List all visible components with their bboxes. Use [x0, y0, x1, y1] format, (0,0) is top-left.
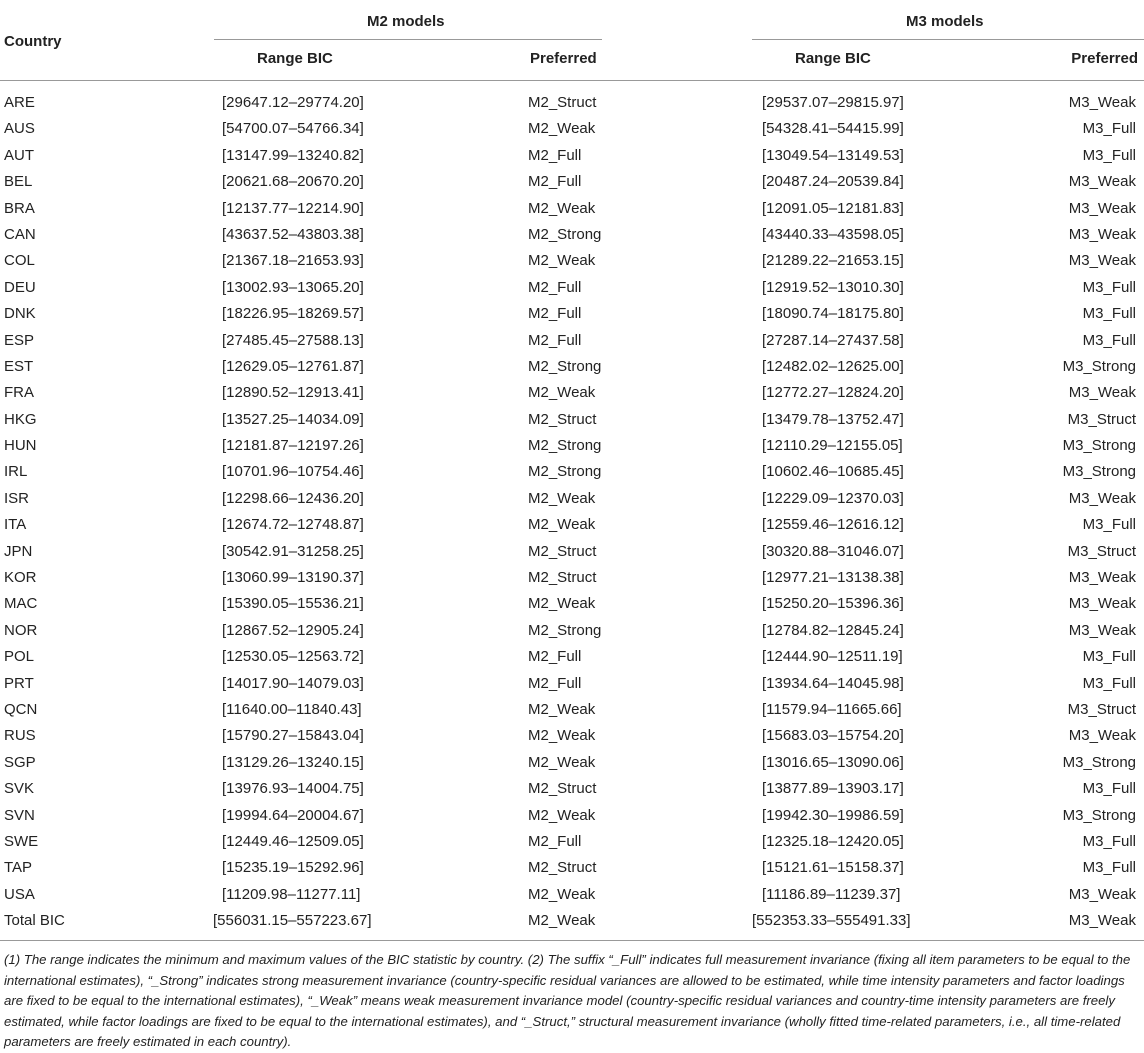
- table-row: [0, 750, 1144, 776]
- m3-range-cell: [27287.14–27437.58]: [762, 331, 904, 349]
- m3-preferred-cell: M3_Strong: [1062, 753, 1136, 771]
- m2-preferred-cell: M2_Weak: [528, 912, 596, 930]
- m2-range-cell: [21367.18–21653.93]: [222, 252, 364, 270]
- country-cell: KOR: [4, 569, 37, 587]
- country-cell: ARE: [4, 94, 35, 111]
- m3-preferred-cell: M3_Struct: [1067, 410, 1136, 428]
- m2-range-cell: [15390.05–15536.21]: [222, 595, 364, 613]
- m3-preferred-cell: M3_Struct: [1067, 542, 1136, 560]
- m3-range-cell: [13049.54–13149.53]: [762, 146, 904, 164]
- table-row: [0, 169, 1144, 195]
- m3-preferred-cell: M3_Full: [1082, 832, 1136, 850]
- m3-preferred-cell: M3_Weak: [1068, 252, 1136, 270]
- m3-range-cell: [12444.90–12511.19]: [762, 648, 903, 666]
- m2-preferred-cell: M2_Weak: [528, 753, 596, 771]
- m3-range-cell: [12325.18–12420.05]: [762, 832, 904, 850]
- m2-range-cell: [13976.93–14004.75]: [222, 780, 364, 798]
- table-row: [0, 723, 1144, 749]
- m3-preferred-cell: M3_Full: [1082, 278, 1136, 296]
- country-cell: JPN: [4, 542, 33, 560]
- table-row: [0, 591, 1144, 617]
- header-bottom-rule: [0, 80, 1144, 81]
- m3-range-cell: [15121.61–15158.37]: [762, 859, 904, 877]
- table-header: [0, 0, 1144, 82]
- m2-preferred-cell: M2_Struct: [528, 780, 597, 798]
- m3-preferred-cell: M3_Weak: [1068, 912, 1136, 930]
- m2-range-cell: [15790.27–15843.04]: [222, 727, 364, 745]
- m2-range-cell: [13527.25–14034.09]: [222, 410, 364, 428]
- m2-preferred-cell: M2_Weak: [528, 489, 596, 507]
- m3-preferred-cell: M3_Full: [1082, 331, 1136, 349]
- m3-preferred-cell: M3_Strong: [1062, 806, 1136, 824]
- m3-range-cell: [12091.05–12181.83]: [762, 199, 904, 217]
- country-cell: QCN: [4, 700, 38, 718]
- m3-preferred-cell: M3_Weak: [1068, 94, 1136, 111]
- m2-preferred-cell: M2_Full: [528, 648, 582, 666]
- m3-range-cell: [12110.29–12155.05]: [762, 437, 903, 455]
- m2-preferred-cell: M2_Weak: [528, 120, 596, 138]
- m2-group-rule: [214, 39, 602, 40]
- table-row: [0, 618, 1144, 644]
- m3-preferred-header: Preferred: [1071, 50, 1138, 67]
- table-row: [0, 855, 1144, 881]
- m2-range-cell: [11209.98–11277.11]: [222, 885, 361, 903]
- m3-range-cell: [43440.33–43598.05]: [762, 225, 904, 243]
- country-cell: NOR: [4, 621, 38, 639]
- table-row: [0, 486, 1144, 512]
- country-cell: ISR: [4, 489, 30, 507]
- table-row: [0, 196, 1144, 222]
- m2-range-cell: [13060.99–13190.37]: [222, 569, 364, 587]
- m3-range-cell: [29537.07–29815.97]: [762, 94, 904, 111]
- m3-preferred-cell: M3_Weak: [1068, 569, 1136, 587]
- m3-preferred-cell: M3_Strong: [1062, 357, 1136, 375]
- m3-preferred-cell: M3_Strong: [1062, 437, 1136, 455]
- m3-range-cell: [12772.27–12824.20]: [762, 384, 904, 402]
- m3-range-cell: [12919.52–13010.30]: [762, 278, 904, 296]
- country-cell: SGP: [4, 753, 36, 771]
- table-row: [0, 407, 1144, 433]
- m2-range-cell: [556031.15–557223.67]: [213, 912, 372, 930]
- country-cell: DEU: [4, 278, 36, 296]
- m2-preferred-cell: M2_Struct: [528, 94, 597, 111]
- m2-preferred-cell: M2_Strong: [528, 621, 602, 639]
- country-cell: COL: [4, 252, 35, 270]
- m2-range-cell: [30542.91–31258.25]: [222, 542, 364, 560]
- country-cell: RUS: [4, 727, 36, 745]
- table-row: [0, 539, 1144, 565]
- table-row: [0, 328, 1144, 354]
- m2-range-cell: [19994.64–20004.67]: [222, 806, 364, 824]
- m2-range-cell: [12629.05–12761.87]: [222, 357, 364, 375]
- country-cell: SWE: [4, 832, 39, 850]
- m3-range-cell: [12482.02–12625.00]: [762, 357, 904, 375]
- m2-range-cell: [27485.45–27588.13]: [222, 331, 364, 349]
- m3-range-cell: [13016.65–13090.06]: [762, 753, 904, 771]
- m3-preferred-cell: M3_Full: [1082, 674, 1136, 692]
- m3-range-cell: [15683.03–15754.20]: [762, 727, 904, 745]
- table-row: [0, 354, 1144, 380]
- m2-preferred-cell: M2_Weak: [528, 700, 596, 718]
- country-cell: HKG: [4, 410, 37, 428]
- m3-preferred-cell: M3_Weak: [1068, 885, 1136, 903]
- table-footnote: (1) The range indicates the minimum and maximum values of the BIC statistic by country. (2) The suffix “_Full” indicates full measurement invariance (fixing all item parameters to be equal to the international estimates), “_Strong” indicates strong measurement invariance (country-specific residual variances are allowed to be estimated, while time intensity parameters and factor loadings are fixed to be equal to the international estimates), “_Weak” means weak measurement invariance model (country-specific residual variances and country-time intensity parameters are freely estimated, while factor loadings are fixed to be equal to the international estimates), and “_Struct,” structural measurement invariance (wholly fitted time-related parameters, i.e., all time-related parameters are freely estimated in each country).: [4, 952, 1131, 1049]
- m3-range-cell: [12229.09–12370.03]: [762, 489, 904, 507]
- m2-preferred-cell: M2_Full: [528, 331, 582, 349]
- table-row: [0, 275, 1144, 301]
- m2-range-cell: [54700.07–54766.34]: [222, 120, 364, 138]
- m2-range-cell: [13147.99–13240.82]: [222, 146, 364, 164]
- country-cell: ESP: [4, 331, 35, 349]
- m2-preferred-cell: M2_Strong: [528, 225, 602, 243]
- m2-range-cell: [12181.87–12197.26]: [222, 437, 364, 455]
- m2-preferred-cell: M2_Full: [528, 674, 582, 692]
- country-cell: POL: [4, 648, 35, 666]
- m2-preferred-cell: M2_Weak: [528, 885, 596, 903]
- country-cell: EST: [4, 357, 34, 375]
- m2-preferred-cell: M2_Weak: [528, 727, 596, 745]
- m2-range-cell: [12890.52–12913.41]: [222, 384, 364, 402]
- m2-preferred-cell: M2_Full: [528, 832, 582, 850]
- m3-range-cell: [13877.89–13903.17]: [762, 780, 904, 798]
- m3-range-cell: [18090.74–18175.80]: [762, 305, 904, 323]
- m2-range-bic-header: Range BIC: [257, 50, 333, 67]
- m2-range-cell: [15235.19–15292.96]: [222, 859, 364, 877]
- country-cell: FRA: [4, 384, 34, 402]
- m2-preferred-cell: M2_Weak: [528, 806, 596, 824]
- m2-preferred-cell: M2_Struct: [528, 859, 597, 877]
- m3-preferred-cell: M3_Weak: [1068, 727, 1136, 745]
- m2-range-cell: [12298.66–12436.20]: [222, 489, 364, 507]
- m3-preferred-cell: M3_Full: [1082, 146, 1136, 164]
- m3-preferred-cell: M3_Full: [1082, 859, 1136, 877]
- m3-range-cell: [552353.33–555491.33]: [752, 912, 911, 930]
- m3-group-rule: [752, 39, 1144, 40]
- total-row: [0, 908, 1144, 934]
- table-row: [0, 803, 1144, 829]
- m3-preferred-cell: M3_Full: [1082, 516, 1136, 534]
- country-cell: SVK: [4, 780, 35, 798]
- country-cell: PRT: [4, 674, 34, 692]
- m2-preferred-cell: M2_Weak: [528, 199, 596, 217]
- m3-range-cell: [12977.21–13138.38]: [762, 569, 904, 587]
- m3-range-cell: [11186.89–11239.37]: [762, 885, 901, 903]
- m2-preferred-cell: M2_Weak: [528, 252, 596, 270]
- country-cell: BEL: [4, 173, 33, 191]
- m3-preferred-cell: M3_Full: [1082, 780, 1136, 798]
- m2-range-cell: [14017.90–14079.03]: [222, 674, 364, 692]
- m3-range-cell: [12784.82–12845.24]: [762, 621, 904, 639]
- country-cell: MAC: [4, 595, 38, 613]
- m2-range-cell: [13002.93–13065.20]: [222, 278, 364, 296]
- country-cell: CAN: [4, 225, 36, 243]
- m3-preferred-cell: M3_Weak: [1068, 595, 1136, 613]
- m2-preferred-cell: M2_Struct: [528, 542, 597, 560]
- m2-preferred-cell: M2_Weak: [528, 516, 596, 534]
- table-row: [0, 222, 1144, 248]
- m2-preferred-cell: M2_Full: [528, 278, 582, 296]
- m3-range-cell: [20487.24–20539.84]: [762, 173, 904, 191]
- m3-range-cell: [12559.46–12616.12]: [762, 516, 904, 534]
- m2-models-group-header: M2 models: [367, 13, 445, 30]
- m3-range-bic-header: Range BIC: [795, 50, 871, 67]
- m3-range-cell: [21289.22–21653.15]: [762, 252, 904, 270]
- country-cell: Total BIC: [4, 912, 65, 930]
- m3-preferred-cell: M3_Weak: [1068, 225, 1136, 243]
- m2-preferred-header: Preferred: [530, 50, 597, 67]
- table-body: [0, 90, 1144, 935]
- m3-range-cell: [15250.20–15396.36]: [762, 595, 904, 613]
- table-row: [0, 116, 1144, 142]
- m2-range-cell: [18226.95–18269.57]: [222, 305, 364, 323]
- m2-preferred-cell: M2_Weak: [528, 595, 596, 613]
- m3-preferred-cell: M3_Weak: [1068, 621, 1136, 639]
- m3-preferred-cell: M3_Full: [1082, 120, 1136, 138]
- table-row: [0, 776, 1144, 802]
- m2-range-cell: [13129.26–13240.15]: [222, 753, 364, 771]
- country-cell: AUS: [4, 120, 35, 138]
- country-cell: HUN: [4, 437, 37, 455]
- m3-preferred-cell: M3_Weak: [1068, 384, 1136, 402]
- country-cell: AUT: [4, 146, 34, 164]
- m3-preferred-cell: M3_Struct: [1067, 700, 1136, 718]
- country-cell: USA: [4, 885, 35, 903]
- m3-preferred-cell: M3_Strong: [1062, 463, 1136, 481]
- country-cell: IRL: [4, 463, 28, 481]
- m3-range-cell: [30320.88–31046.07]: [762, 542, 904, 560]
- m2-range-cell: [29647.12–29774.20]: [222, 94, 364, 111]
- m3-preferred-cell: M3_Weak: [1068, 173, 1136, 191]
- table-row: [0, 459, 1144, 485]
- m2-preferred-cell: M2_Struct: [528, 569, 597, 587]
- m2-range-cell: [11640.00–11840.43]: [222, 700, 362, 718]
- m2-range-cell: [20621.68–20670.20]: [222, 173, 364, 191]
- m3-preferred-cell: M3_Weak: [1068, 199, 1136, 217]
- table-row: [0, 565, 1144, 591]
- table-bottom-rule: [0, 940, 1144, 941]
- table-row: [0, 248, 1144, 274]
- m3-range-cell: [54328.41–54415.99]: [762, 120, 904, 138]
- country-cell: ITA: [4, 516, 27, 534]
- table-row: [0, 671, 1144, 697]
- table-row: [0, 829, 1144, 855]
- country-cell: BRA: [4, 199, 35, 217]
- m2-preferred-cell: M2_Weak: [528, 384, 596, 402]
- m2-range-cell: [12867.52–12905.24]: [222, 621, 364, 639]
- m2-preferred-cell: M2_Strong: [528, 463, 602, 481]
- m2-range-cell: [12449.46–12509.05]: [222, 832, 364, 850]
- table-row: [0, 90, 1144, 116]
- m2-range-cell: [12137.77–12214.90]: [222, 199, 364, 217]
- m2-range-cell: [43637.52–43803.38]: [222, 225, 364, 243]
- table-row: [0, 697, 1144, 723]
- m3-range-cell: [11579.94–11665.66]: [762, 700, 902, 718]
- table-row: [0, 380, 1144, 406]
- m3-range-cell: [13479.78–13752.47]: [762, 410, 904, 428]
- m3-range-cell: [13934.64–14045.98]: [762, 674, 904, 692]
- m2-range-cell: [12530.05–12563.72]: [222, 648, 364, 666]
- table-row: [0, 143, 1144, 169]
- table-row: [0, 301, 1144, 327]
- m3-range-cell: [10602.46–10685.45]: [762, 463, 904, 481]
- m2-range-cell: [10701.96–10754.46]: [222, 463, 364, 481]
- table-row: [0, 644, 1144, 670]
- table-row: [0, 512, 1144, 538]
- m3-preferred-cell: M3_Full: [1082, 648, 1136, 666]
- m2-preferred-cell: M2_Struct: [528, 410, 597, 428]
- country-cell: TAP: [4, 859, 33, 877]
- m3-preferred-cell: M3_Full: [1082, 305, 1136, 323]
- m2-range-cell: [12674.72–12748.87]: [222, 516, 364, 534]
- m2-preferred-cell: M2_Full: [528, 305, 582, 323]
- country-column-header: Country: [4, 33, 62, 50]
- table-row: [0, 433, 1144, 459]
- m2-preferred-cell: M2_Strong: [528, 357, 602, 375]
- m3-range-cell: [19942.30–19986.59]: [762, 806, 904, 824]
- table-row: [0, 882, 1144, 908]
- country-cell: SVN: [4, 806, 35, 824]
- m3-models-group-header: M3 models: [906, 13, 984, 30]
- m2-preferred-cell: M2_Strong: [528, 437, 602, 455]
- country-cell: DNK: [4, 305, 36, 323]
- m2-preferred-cell: M2_Full: [528, 173, 582, 191]
- m3-preferred-cell: M3_Weak: [1068, 489, 1136, 507]
- m2-preferred-cell: M2_Full: [528, 146, 582, 164]
